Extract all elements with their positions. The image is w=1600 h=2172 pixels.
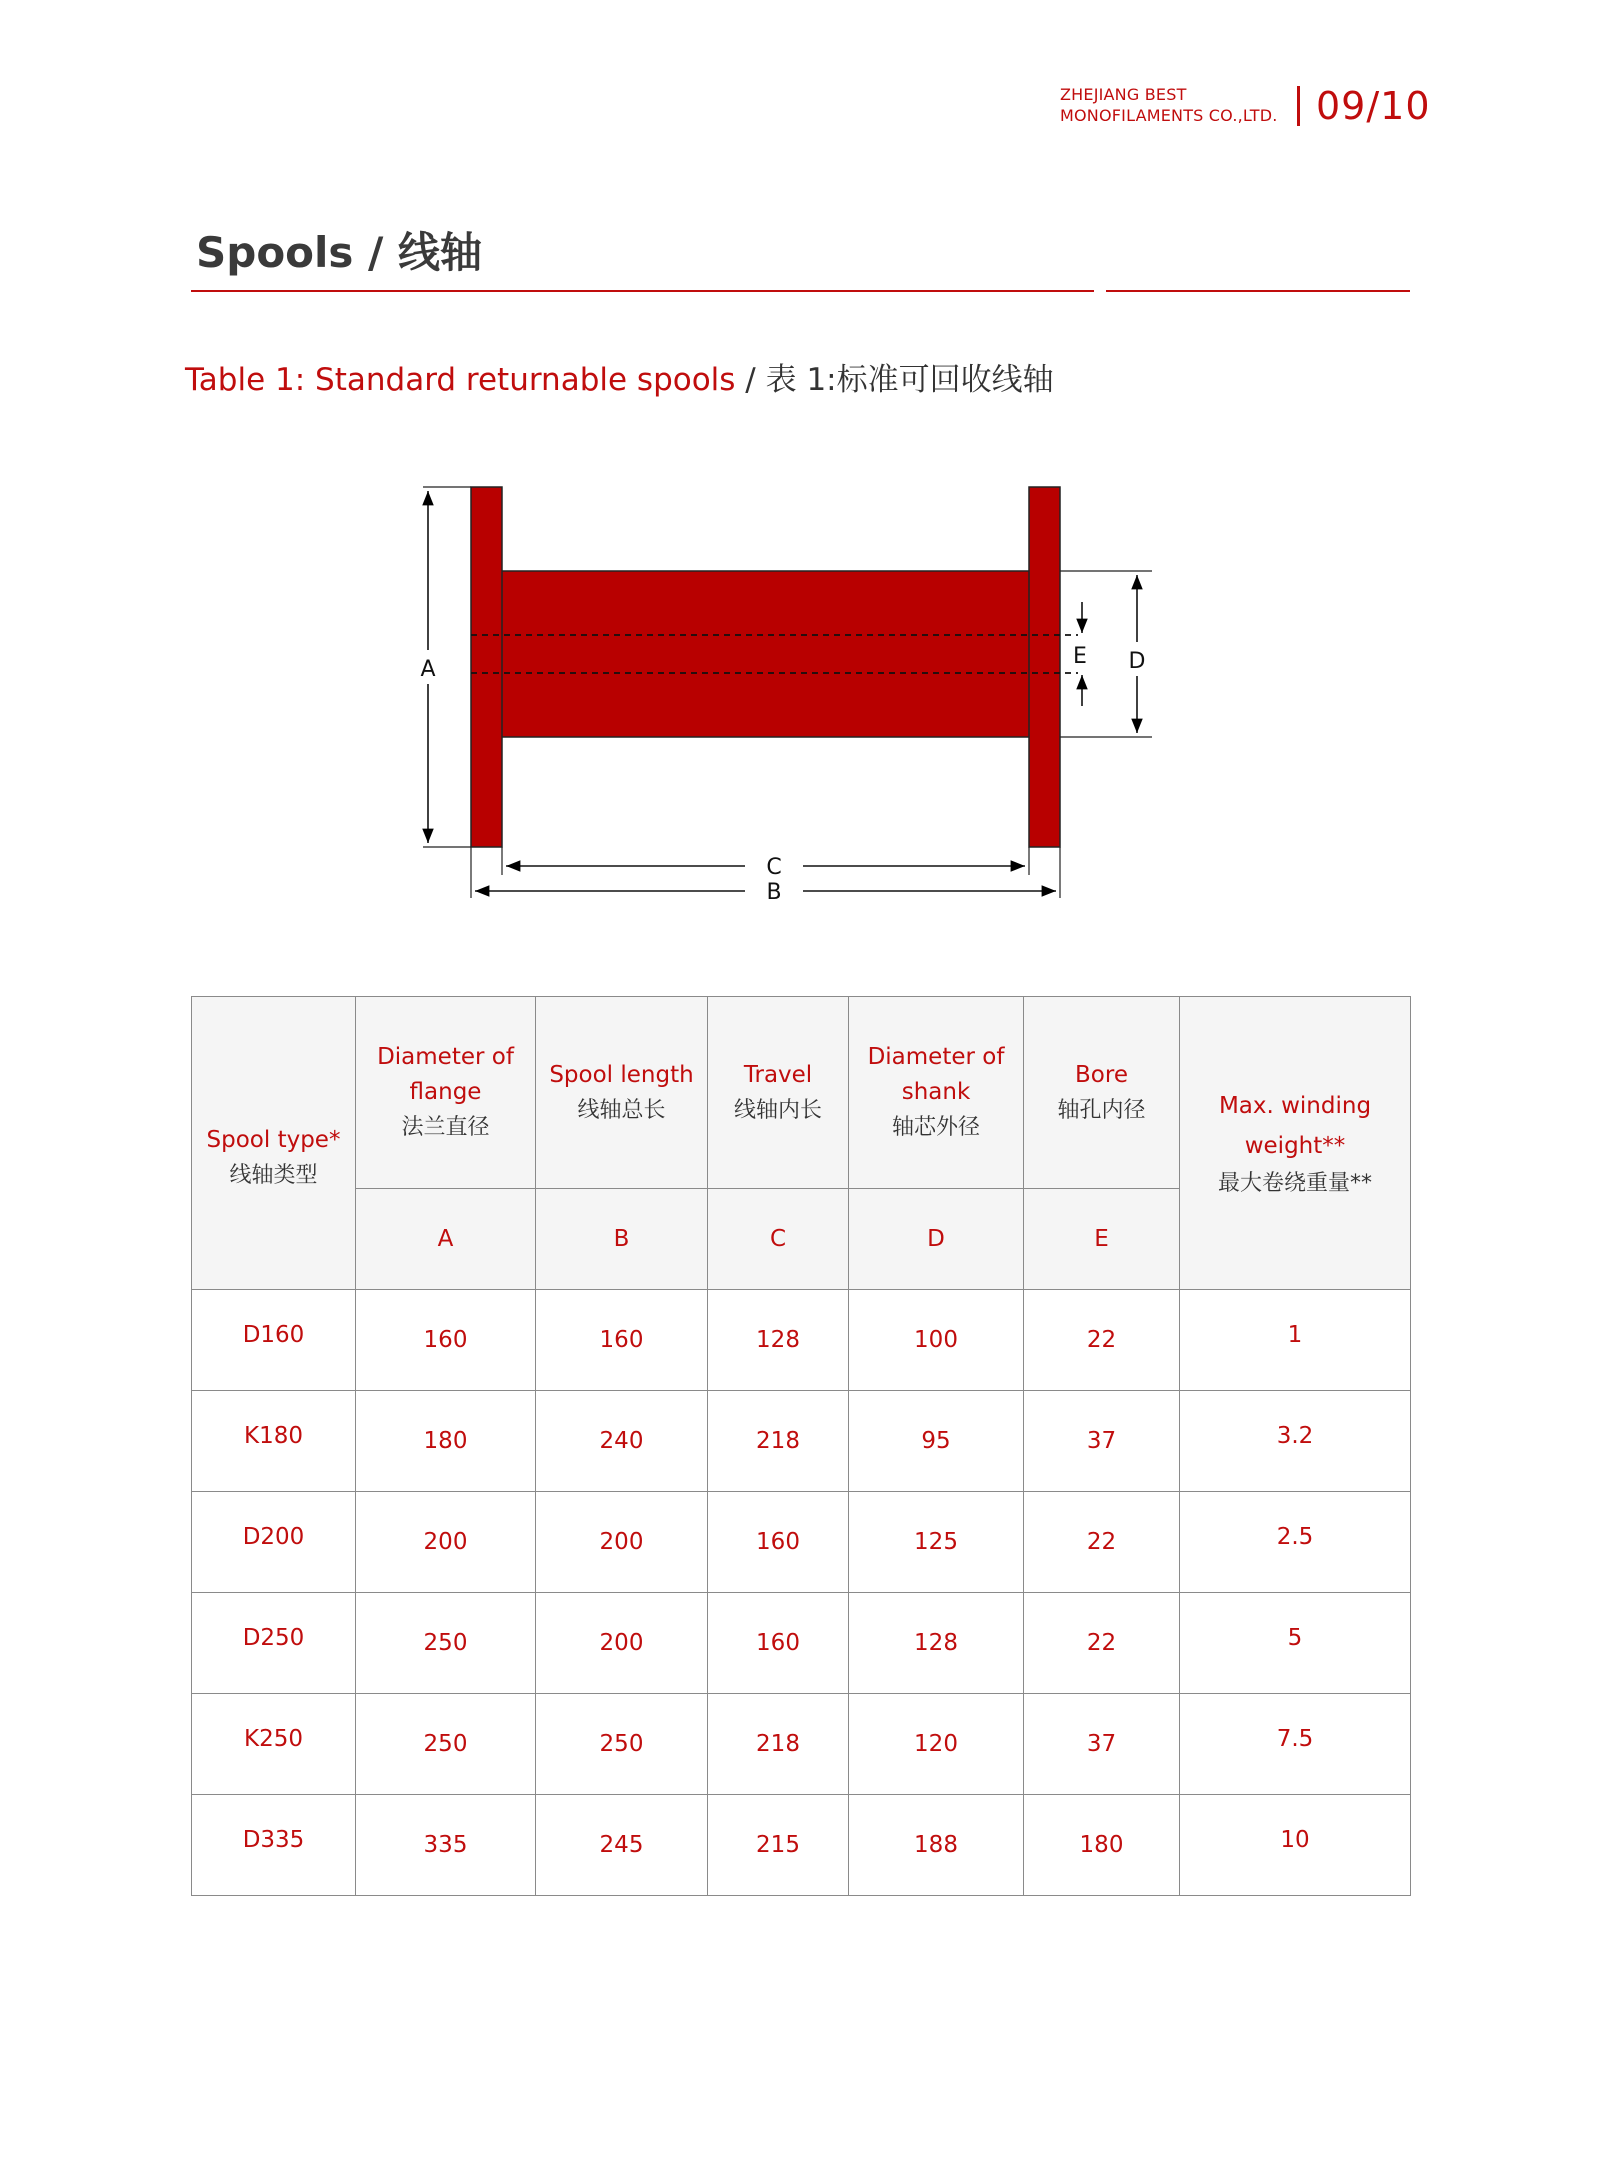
header-en: Max. winding weight**: [1218, 1092, 1372, 1159]
table-cell-type: [192, 1593, 356, 1694]
cell-value: 7.5: [1276, 1726, 1314, 1752]
page-title: Spools / 线轴: [196, 228, 483, 277]
cell-value: D250: [242, 1625, 305, 1651]
table-cell: 188: [849, 1795, 1024, 1896]
table-cell: 120: [849, 1694, 1024, 1795]
table-cell: 335: [356, 1795, 536, 1896]
header-letter: D: [849, 1189, 1024, 1290]
table-cell-type: [192, 1694, 356, 1795]
spool-spec-table: [191, 996, 1411, 1896]
header-flange-diameter: [356, 997, 536, 1189]
cell-value: 1: [1287, 1322, 1303, 1348]
table-cell: 218: [708, 1694, 849, 1795]
header-en: Spool type*: [206, 1127, 341, 1153]
table-cell: 128: [849, 1593, 1024, 1694]
company-name-line2: MONOFILAMENTS CO.,LTD.: [1060, 106, 1278, 125]
cell-value: D160: [242, 1322, 305, 1348]
table-cell: 200: [536, 1492, 708, 1593]
header-cn: 线轴总长: [577, 1097, 666, 1123]
table-cell-type: [192, 1290, 356, 1391]
cell-value: D200: [242, 1524, 305, 1550]
header-travel: [708, 997, 849, 1189]
table-row: [192, 1694, 1411, 1795]
table-cell-type: [192, 1492, 356, 1593]
table-cell: 180: [1024, 1795, 1180, 1896]
header-cn: 线轴内长: [733, 1097, 822, 1123]
table-cell: 22: [1024, 1492, 1180, 1593]
table-cell: 160: [536, 1290, 708, 1391]
page-number: 09/10: [1316, 84, 1431, 128]
dim-d-label: D: [1128, 649, 1146, 674]
header-cn: 轴芯外径: [891, 1115, 980, 1140]
table-cell: 250: [356, 1593, 536, 1694]
table-cell: 22: [1024, 1593, 1180, 1694]
table-cell: 240: [536, 1391, 708, 1492]
header-letter: B: [536, 1189, 708, 1290]
table-cell: 95: [849, 1391, 1024, 1492]
cell-value: K250: [244, 1726, 303, 1752]
table-caption-en: Table 1: Standard returnable spools: [185, 362, 736, 398]
spool-left-flange: [471, 487, 502, 847]
header-shank-diameter: [849, 997, 1024, 1189]
header-en: Diameter of shank: [867, 1044, 1005, 1105]
dim-a-label: A: [420, 657, 436, 682]
dim-b-label: B: [766, 880, 782, 905]
table-row: [192, 1795, 1411, 1896]
table-row: [192, 1290, 1411, 1391]
table-cell: 160: [708, 1593, 849, 1694]
header-spool-type: [192, 997, 356, 1290]
dim-c-label: C: [766, 855, 782, 880]
dim-e-label: E: [1073, 644, 1087, 669]
header-cn: 线轴类型: [229, 1163, 318, 1188]
table-cell: 250: [536, 1694, 708, 1795]
header-letter: E: [1024, 1189, 1180, 1290]
header-spool-length: [536, 997, 708, 1189]
company-name-line1: ZHEJIANG BEST: [1060, 85, 1187, 104]
table-row: [192, 1391, 1411, 1492]
table-cell-type: [192, 1391, 356, 1492]
header-en: Travel: [743, 1061, 813, 1088]
cell-value: K180: [244, 1423, 303, 1449]
spool-shank: [500, 571, 1030, 737]
table-cell-weight: [1180, 1694, 1411, 1795]
table-cell: 37: [1024, 1694, 1180, 1795]
table-cell: 250: [356, 1694, 536, 1795]
table-row: [192, 1492, 1411, 1593]
header-bore: [1024, 997, 1180, 1189]
table-cell-weight: [1180, 1492, 1411, 1593]
table-cell: 218: [708, 1391, 849, 1492]
header-en: Spool length: [549, 1061, 694, 1088]
table-cell-weight: [1180, 1391, 1411, 1492]
header-cn: 轴孔内径: [1057, 1097, 1146, 1123]
header-en: Bore: [1075, 1061, 1128, 1088]
header-letter: C: [708, 1189, 849, 1290]
table-cell: 215: [708, 1795, 849, 1896]
table-cell: 200: [536, 1593, 708, 1694]
table-row: [192, 1593, 1411, 1694]
table-cell: 100: [849, 1290, 1024, 1391]
table-cell: 180: [356, 1391, 536, 1492]
cell-value: 2.5: [1276, 1524, 1314, 1550]
cell-value: D335: [242, 1827, 305, 1853]
header-max-weight: [1180, 997, 1411, 1290]
table-cell: 200: [356, 1492, 536, 1593]
header-en: Diameter of flange: [377, 1044, 514, 1105]
header-letter: A: [356, 1189, 536, 1290]
table-header-row: [192, 997, 1411, 1189]
spool-right-flange: [1029, 487, 1060, 847]
table-cell-weight: [1180, 1593, 1411, 1694]
table-cell: 125: [849, 1492, 1024, 1593]
table-cell-weight: [1180, 1795, 1411, 1896]
table-cell: 245: [536, 1795, 708, 1896]
header-cn: 最大卷绕重量**: [1217, 1170, 1372, 1196]
table-cell-type: [192, 1795, 356, 1896]
header-cn: 法兰直径: [401, 1115, 490, 1140]
table-cell: 37: [1024, 1391, 1180, 1492]
spool-diagram: [0, 0, 1600, 960]
cell-value: 5: [1287, 1625, 1303, 1651]
cell-value: 10: [1280, 1827, 1310, 1853]
table-cell: 160: [708, 1492, 849, 1593]
cell-value: 3.2: [1276, 1423, 1314, 1449]
table-cell: 128: [708, 1290, 849, 1391]
table-cell: 22: [1024, 1290, 1180, 1391]
table-caption-cn: / 表 1:标准可回收线轴: [735, 362, 1054, 398]
table-cell: 160: [356, 1290, 536, 1391]
table-cell-weight: [1180, 1290, 1411, 1391]
